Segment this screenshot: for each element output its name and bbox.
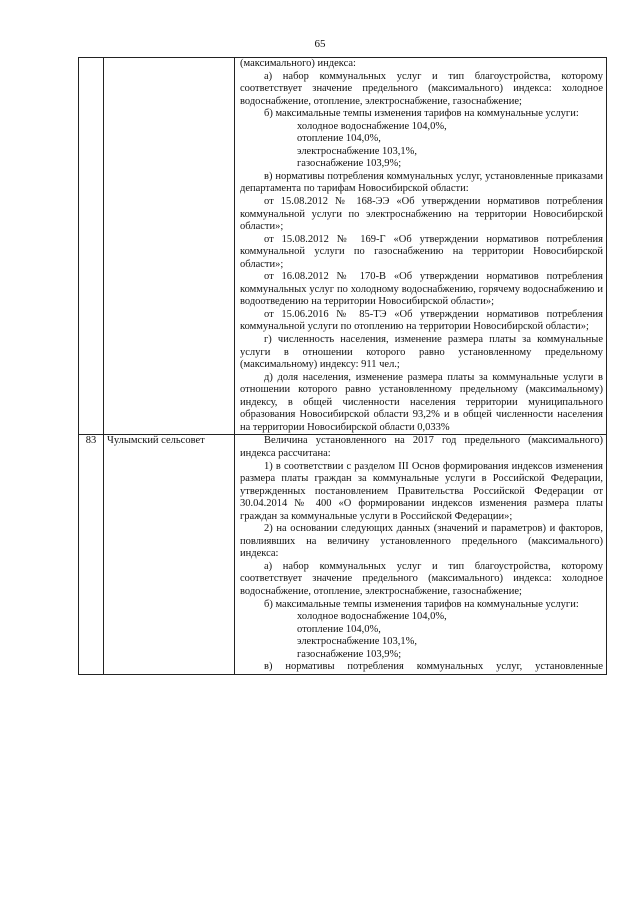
paragraph: Величина установленного на 2017 год предельного (максимального) индекса рассчитана: (240, 435, 603, 459)
table-row (79, 435, 607, 674)
justification-text (240, 58, 603, 434)
paragraph: от 15.06.2016 № 85-ТЭ «Об утверждении нормативов потребления коммунальной услуги по отоплению на территории Новосибирской области»; (240, 308, 603, 333)
paragraph: г) численность населения, изменение размера платы за коммунальные услуги в отношении которого равно установленному предельному (максимальному) индексу: 911 чел.; (240, 334, 603, 371)
paragraph: в) нормативы потребления коммунальных услуг, установленные приказами департамента по тарифам Новосибирской области: (240, 170, 603, 195)
justification-cell (235, 435, 607, 674)
paragraph: д) доля населения, изменение размера платы за коммунальные услуги в отношении которого равно установленному предельному (максимальному) индексу, в общей численности населения территории муниципального образования Новосибирской области 93,2% и в общей численности населения на территории Новосибирской области 0,033% (240, 371, 603, 433)
paragraph: газоснабжение 103,9%; (297, 158, 402, 170)
row-number (79, 58, 104, 435)
justification-text (240, 435, 603, 673)
justification-cell (235, 58, 607, 435)
paragraph: (максимального) индекса: (240, 58, 356, 69)
paragraph: электроснабжение 103,1%, (297, 636, 417, 648)
table-row (79, 58, 607, 435)
paragraph: в) нормативы потребления коммунальных услуг, установленные (264, 661, 603, 673)
paragraph: электроснабжение 103,1%, (297, 145, 417, 157)
paragraph: холодное водоснабжение 104,0%, (297, 120, 447, 132)
paragraph: 1) в соответствии с разделом III Основ формирования индексов изменения размера платы граждан за коммунальные услуги в Российской Федерации, утвержденных постановлением Правительства Российской Федерации от 30.04.2014 № 400 «О формировании индексов изменения размера платы граждан за коммунальные услуги в Российской Федерации»; (240, 460, 603, 522)
municipality-name (104, 58, 235, 435)
paragraph: а) набор коммунальных услуг и тип благоустройства, которому соответствует значение предельного (максимального) индекса: холодное водоснабжение, отопление, электроснабжение, газоснабжение; (240, 560, 603, 597)
municipality-name: Чулымский сельсовет (104, 435, 235, 674)
paragraph: а) набор коммунальных услуг и тип благоустройства, которому соответствует значение предельного (максимального) индекса: холодное водоснабжение, отопление, электроснабжение, газоснабжение; (240, 70, 603, 107)
paragraph: газоснабжение 103,9%; (297, 648, 402, 660)
paragraph: от 15.08.2012 № 168-ЭЭ «Об утверждении нормативов потребления коммунальной услуги по электроснабжению на территории Новосибирской области»; (240, 196, 603, 233)
paragraph: от 16.08.2012 № 170-В «Об утверждении нормативов потребления коммунальных услуг по холодному водоснабжению, горячему водоснабжению и водоотведению на территории Новосибирской области»; (240, 271, 603, 308)
paragraph: отопление 104,0%, (297, 133, 381, 145)
paragraph: холодное водоснабжение 104,0%, (297, 611, 447, 623)
paragraph: б) максимальные темпы изменения тарифов на коммунальные услуги: (264, 108, 579, 120)
row-number: 83 (79, 435, 104, 674)
page-number: 65 (314, 38, 326, 50)
paragraph: от 15.08.2012 № 169-Г «Об утверждении нормативов потребления коммунальной услуги по газоснабжению на территории Новосибирской области»; (240, 233, 603, 270)
paragraph: б) максимальные темпы изменения тарифов на коммунальные услуги: (264, 598, 579, 610)
regions-table (78, 57, 607, 675)
paragraph: 2) на основании следующих данных (значений и параметров) и факторов, повлиявших на величину установленного предельного (максимального) индекса: (240, 523, 603, 560)
paragraph: отопление 104,0%, (297, 623, 381, 635)
